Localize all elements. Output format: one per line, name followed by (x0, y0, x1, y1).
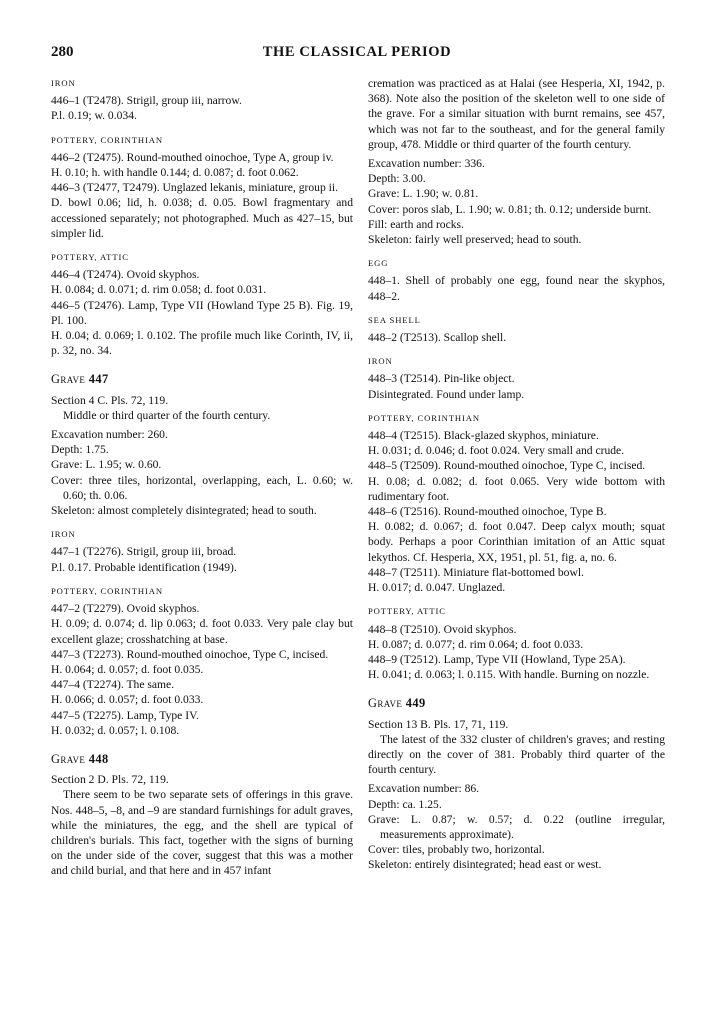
catalog-entry: 446–4 (T2474). Ovoid skyphos. (51, 268, 200, 282)
entry-dimensions: D. bowl 0.06; lid, h. 0.038; d. 0.05. Bowl fragmentary and accessioned separately; not photographed. Much as 427–15, but simpler lid. (51, 196, 353, 240)
grave-depth: Depth: 3.00. (368, 172, 426, 186)
entry-dimensions: H. 0.08; d. 0.082; d. foot 0.065. Very wide bottom with rudimentary foot. (368, 474, 665, 503)
category-heading: POTTERY, CORINTHIAN (51, 134, 163, 145)
catalog-entry: 447–1 (T2276). Strigil, group iii, broad. (51, 545, 237, 559)
grave-dimensions: Grave: L. 1.95; w. 0.60. (51, 458, 162, 472)
page-number: 280 (51, 44, 74, 60)
grave-section: Section 13 B. Pls. 17, 71, 119. (368, 717, 509, 731)
grave-heading (368, 696, 665, 711)
entry-dimensions: H. 0.09; d. 0.074; d. lip 0.063; d. foot 0.033. Very pale clay but excellent glaze; crosshatching at base. (51, 617, 353, 646)
category-heading: IRON (51, 78, 76, 88)
grave-skeleton: Skeleton: almost completely disintegrated; head to south. (51, 504, 317, 518)
grave-dimensions: Grave: L. 1.90; w. 0.81. (368, 187, 479, 201)
entry-dimensions: H. 0.082; d. 0.067; d. foot 0.047. Deep calyx mouth; squat body. Perhaps a poor Corinthian imitation of an Attic squat lekythos. Cf. Hesperia, XX, 1951, pl. 51, fig. a, no. 6. (368, 520, 665, 564)
grave-heading (51, 752, 353, 767)
category-heading: POTTERY, CORINTHIAN (51, 585, 163, 596)
entry-dimensions: H. 0.064; d. 0.057; d. foot 0.035. (51, 662, 204, 676)
grave-dimensions: Grave: L. 0.87; w. 0.57; d. 0.22 (outline irregular, measurements approximate). (368, 812, 665, 841)
grave-label: Grave (368, 696, 403, 711)
right-column (368, 76, 665, 873)
category-heading: POTTERY, ATTIC (368, 606, 446, 617)
catalog-entry: 446–5 (T2476). Lamp, Type VII (Howland Type 25 B). Fig. 19, Pl. 100. (51, 298, 353, 327)
entry-dimensions: H. 0.031; d. 0.046; d. foot 0.024. Very small and crude. (368, 444, 625, 458)
category-heading: SEA SHELL (368, 314, 421, 325)
category-heading: POTTERY, ATTIC (51, 252, 129, 263)
grave-cover: Cover: three tiles, horizontal, overlapping, each, L. 0.60; w. 0.60; th. 0.06. (51, 473, 353, 502)
grave-section: Section 4 C. Pls. 72, 119. (51, 393, 169, 407)
category-heading: EGG (368, 258, 389, 269)
grave-text: The latest of the 332 cluster of children's graves; and resting directly on the cover of 381. Probably third quarter of the fourth century. (368, 732, 665, 777)
category-heading: POTTERY, CORINTHIAN (368, 412, 480, 423)
grave-cover: Cover: poros slab, L. 1.90; w. 0.81; th. 0.12; underside burnt. (368, 202, 652, 216)
entry-dimensions: H. 0.10; h. with handle 0.144; d. 0.087; d. foot 0.062. (51, 166, 299, 180)
grave-number: 449 (405, 696, 426, 711)
category-heading: IRON (51, 529, 76, 540)
catalog-entry: 448–7 (T2511). Miniature flat-bottomed bowl. (368, 565, 584, 579)
grave-text-continued: cremation was practiced as at Halai (see Hesperia, XI, 1942, p. 368). Note also the position of the skeleton well to one side of the grave. For a similar situation with burnt remains, see 457, which was not far to the southeast, and for the general family group, 478. Middle or third quarter of the fourth century. (368, 77, 665, 151)
catalog-entry: 446–1 (T2478). Strigil, group iii, narrow. (51, 94, 242, 108)
grave-section: Section 2 D. Pls. 72, 119. (51, 773, 169, 787)
catalog-entry: 447–5 (T2275). Lamp, Type IV. (51, 708, 199, 722)
entry-dimensions: H. 0.087; d. 0.077; d. rim 0.064; d. foot 0.033. (368, 637, 584, 651)
grave-label: Grave (51, 372, 86, 387)
catalog-entry: 446–3 (T2477, T2479). Unglazed lekanis, miniature, group ii. (51, 181, 338, 195)
entry-dimensions: H. 0.032; d. 0.057; l. 0.108. (51, 723, 180, 737)
entry-dimensions: P.l. 0.19; w. 0.034. (51, 109, 137, 123)
catalog-entry: 447–3 (T2273). Round-mouthed oinochoe, Type C, incised. (51, 647, 329, 661)
catalog-entry: 448–3 (T2514). Pin-like object. (368, 372, 515, 386)
grave-depth: Depth: ca. 1.25. (368, 797, 442, 811)
catalog-entry: 448–8 (T2510). Ovoid skyphos. (368, 622, 517, 636)
entry-dimensions: P.l. 0.17. Probable identification (1949). (51, 560, 237, 574)
running-head: THE CLASSICAL PERIOD (262, 44, 452, 60)
grave-fill: Fill: earth and rocks. (368, 217, 464, 231)
grave-excavation: Excavation number: 260. (51, 428, 168, 442)
catalog-entry: 448–2 (T2513). Scallop shell. (368, 331, 507, 345)
entry-dimensions: H. 0.084; d. 0.071; d. rim 0.058; d. foot 0.031. (51, 283, 267, 297)
catalog-entry: 447–2 (T2279). Ovoid skyphos. (51, 602, 200, 616)
catalog-entry: 447–4 (T2274). The same. (51, 678, 175, 692)
category-heading: IRON (368, 356, 393, 367)
entry-dimensions: H. 0.066; d. 0.057; d. foot 0.033. (51, 693, 204, 707)
catalog-entry: 448–1. Shell of probably one egg, found near the skyphos, 448–2. (368, 274, 665, 303)
grave-heading (51, 372, 353, 387)
entry-dimensions: Disintegrated. Found under lamp. (368, 387, 525, 401)
catalog-entry: 448–4 (T2515). Black-glazed skyphos, miniature. (368, 429, 599, 443)
grave-excavation: Excavation number: 86. (368, 782, 480, 796)
grave-excavation: Excavation number: 336. (368, 157, 485, 171)
catalog-entry: 448–5 (T2509). Round-mouthed oinochoe, Type C, incised. (368, 459, 646, 473)
catalog-entry: 446–2 (T2475). Round-mouthed oinochoe, Type A, group iv. (51, 150, 334, 164)
catalog-entry: 448–9 (T2512). Lamp, Type VII (Howland, Type 25A). (368, 652, 626, 666)
grave-skeleton: Skeleton: fairly well preserved; head to south. (368, 233, 582, 247)
grave-cover: Cover: tiles, probably two, horizontal. (368, 843, 545, 857)
grave-text: There seem to be two separate sets of offerings in this grave. Nos. 448–5, –8, and –9 are standard furnishings for adult graves, while the miniatures, the egg, and the shell are typical of children's burials. This fact, together with the signs of burning on the under side of the cover, suggest that this was a mother and child burial, and that here and in 457 infant (51, 788, 353, 878)
grave-number: 447 (88, 372, 109, 387)
catalog-entry: 448–6 (T2516). Round-mouthed oinochoe, Type B. (368, 505, 607, 519)
entry-dimensions: H. 0.041; d. 0.063; l. 0.115. With handle. Burning on nozzle. (368, 668, 650, 682)
grave-number: 448 (88, 751, 109, 766)
entry-dimensions: H. 0.04; d. 0.069; l. 0.102. The profile much like Corinth, IV, ii, p. 32, no. 34. (51, 329, 353, 358)
grave-date: Middle or third quarter of the fourth century. (63, 408, 271, 422)
entry-dimensions: H. 0.017; d. 0.047. Unglazed. (368, 581, 506, 595)
page-header (0, 44, 714, 64)
left-column (51, 76, 353, 879)
grave-depth: Depth: 1.75. (51, 443, 109, 457)
grave-skeleton: Skeleton: entirely disintegrated; head east or west. (368, 858, 602, 872)
grave-label: Grave (51, 751, 86, 766)
